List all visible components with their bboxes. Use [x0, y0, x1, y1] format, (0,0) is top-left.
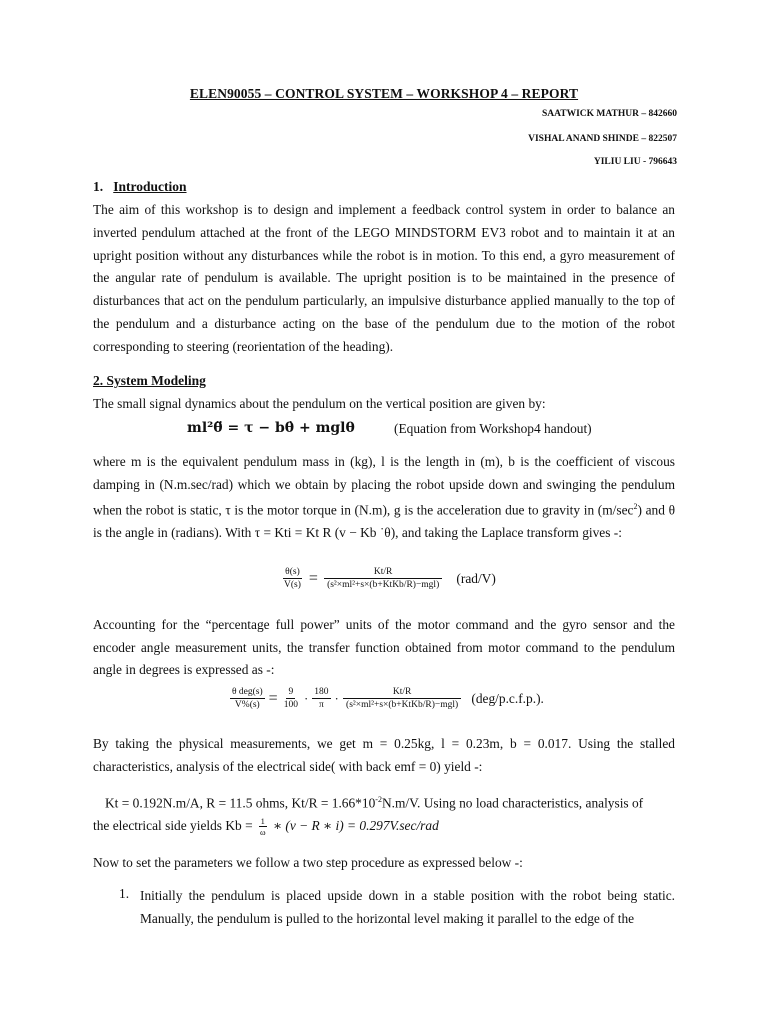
eq3-rhs-fraction [343, 686, 461, 711]
procedure-intro: Now to set the parameters we follow a two step procedure as expressed below -: [93, 855, 523, 870]
eq3-dot-1: · [303, 690, 309, 706]
noload-text-a: the electrical side yields Kb = [93, 818, 256, 833]
stalled-superscript: -2 [375, 795, 382, 804]
eq2-lhs-num: θ(s) [285, 567, 300, 577]
equation-1-note: (Equation from Workshop4 handout) [394, 421, 592, 436]
author-1: SAATWICK MATHUR – 842660 [541, 109, 677, 119]
list-item-1-number: 1. [119, 886, 130, 901]
dynamics-intro: The small signal dynamics about the pendulum on the vertical position are given by: [93, 396, 546, 411]
eq2-rhs-den: (s²×ml²+s×(b+KtKb/R)−mgl) [327, 580, 440, 590]
eq2-lhs-den: V(s) [284, 580, 301, 590]
eq3-lhs-num: θ deg(s) [232, 687, 263, 697]
measurements-paragraph: By taking the physical measurements, we get m = 0.25kg, l = 0.23m, b = 0.017. Using the stalled characteristics, analysis of the electrical side( with back emf = 0) yield -: [93, 736, 675, 774]
eq3-unit: (deg/p.c.f.p.). [471, 690, 544, 706]
stalled-results-line [105, 789, 675, 815]
eq2-unit: (rad/V) [456, 570, 496, 586]
eq3-rhs-num: Kt/R [343, 686, 461, 699]
eq2-rhs-fraction [324, 566, 442, 591]
variables-text-a: where m is the equivalent pendulum mass in (kg), l is the length in (m), b is the coefficient of viscous damping in (N.m.sec/rad) which we obtain by placing the robot upside down and swinging the pendulum when the robot is static, τ is the motor torque in (N.m), g is the acceleration due to gravity in (m/sec [93, 454, 675, 518]
eq3-lhs-den: V%(s) [234, 700, 260, 710]
eq3-factor-1 [282, 686, 300, 711]
eq3-rhs-den: (s²×ml²+s×(b+KtKb/R)−mgl) [346, 700, 459, 710]
stalled-text-b: N.m/V. Using no load characteristics, analysis of [381, 795, 644, 811]
list-item-1-text: Initially the pendulum is placed upside down in a stable position with the robot being static. Manually, the pendulum is pulled to the horizontal level making it parallel to the edge of the [140, 888, 675, 926]
intro-paragraph: The aim of this workshop is to design and implement a feedback control system in order to balance an inverted pendulum attached at the front of the LEGO MINDSTORM EV3 robot and to maintain it at an upright position without any disturbances while the robot is in motion. To this end, a gyro measurement of the angular rate of pendulum is available. The upright position is to be maintained in the presence of disturbances that act on the pendulum particularly, an impulsive disturbance applied manually to the top of the pendulum and a disturbance acting on the base of the pendulum due to the motion of the robot corresponding to steering (reorientation of the heading). [93, 202, 675, 354]
eq3-dot-2: · [334, 690, 339, 706]
eq2-equals: = [308, 569, 318, 587]
equation-3 [230, 686, 544, 711]
section-1-heading [93, 179, 187, 195]
noload-frac-den: ω [259, 827, 266, 838]
noload-text-b: ∗ (v − R ∗ i) = 0.297V.sec/rad [269, 818, 439, 833]
equation-2 [282, 566, 496, 591]
variables-paragraph [93, 451, 675, 545]
author-2: VISHAL ANAND SHINDE – 822507 [528, 134, 677, 144]
section-1-title: Introduction [113, 179, 187, 194]
report-title: ELEN90055 – CONTROL SYSTEM – WORKSHOP 4 – REPORT [189, 86, 579, 101]
no-load-results-line [93, 815, 675, 838]
variables-superscript: 2 [633, 502, 638, 512]
noload-frac-num: 1 [260, 816, 265, 827]
eq3-factor-2 [312, 686, 330, 711]
eq3-equals: = [268, 689, 278, 707]
equation-1: ml²θ̈ = τ − bθ̇ + mglθ [187, 420, 355, 436]
units-paragraph: Accounting for the “percentage full power” units of the motor command and the gyro sensor and the encoder angle measurement units, the transfer function obtained from motor command to the pendulum angle in degrees is expressed as -: [93, 617, 675, 678]
eq2-rhs-num: Kt/R [324, 566, 442, 579]
section-2-heading [93, 373, 206, 389]
noload-fraction [258, 816, 268, 837]
author-3: YILIU LIU - 796643 [593, 157, 677, 167]
eq3-f2-den: π [319, 700, 324, 710]
eq3-f1-num: 9 [288, 687, 294, 697]
eq3-lhs-fraction [230, 686, 265, 711]
eq2-lhs-fraction [282, 566, 303, 591]
eq3-f1-den: 100 [283, 700, 298, 710]
section-1-number: 1. [93, 179, 104, 194]
section-2-title: 2. System Modeling [93, 373, 206, 388]
variables-text-b: ) and θ is the angle in (radians). With τ = Kti = Kt R (v − Kb ˙θ), and taking the Laplace transform gives -: [93, 502, 675, 541]
eq3-f2-num: 180 [314, 687, 329, 697]
stalled-text-a: Kt = 0.192N.m/A, R = 11.5 ohms, Kt/R = 1.66*10 [105, 795, 376, 811]
